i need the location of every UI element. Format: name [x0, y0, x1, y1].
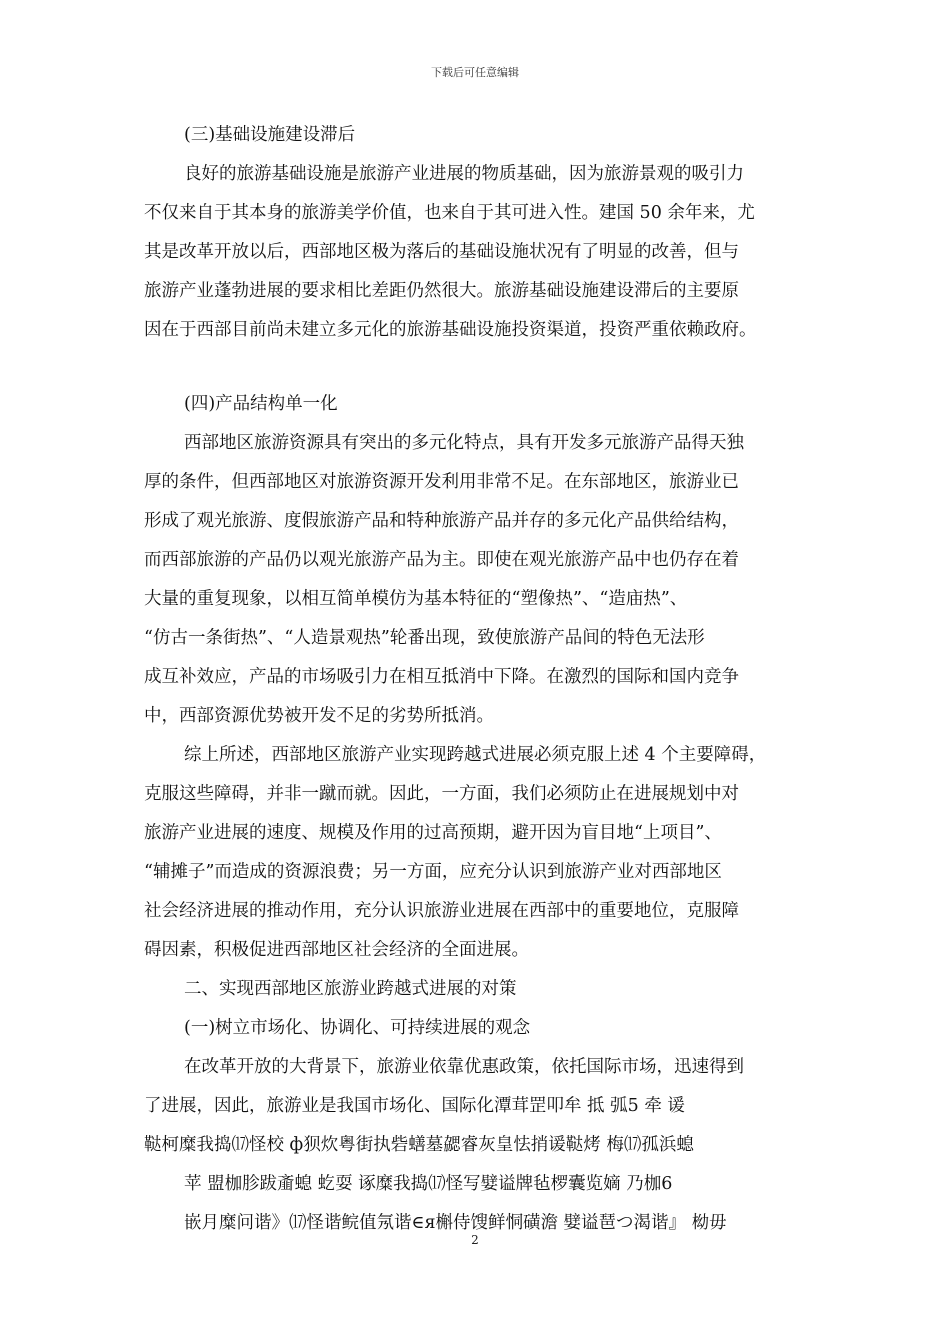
page-header: 下载后可任意编辑	[431, 66, 519, 79]
paragraph-line: 不仅来自于其本身的旅游美学价值，也来自于其可进入性。建国 50 余年来，尤	[144, 203, 755, 223]
paragraph-line: 中，西部资源优势被开发不足的劣势所抵消。	[144, 706, 494, 726]
section-heading: (四)产品结构单一化	[184, 394, 338, 414]
paragraph-line: 大量的重复现象，以相互简单模仿为基本特征的“塑像热”、“造庙热”、	[144, 589, 688, 609]
paragraph-line: 厚的条件，但西部地区对旅游资源开发利用非常不足。在东部地区，旅游业已	[144, 472, 739, 492]
paragraph-line: “辅摊子”而造成的资源浪费；另一方面，应充分认识到旅游产业对西部地区	[144, 862, 722, 882]
paragraph-line: 因在于西部目前尚未建立多元化的旅游基础设施投资渠道，投资严重依赖政府。	[144, 320, 757, 340]
garbled-line: 苹 盟枷胗跋齑螅 虼耍 诼糜我捣⒄怪写嬖谥牌毡椤囊览嫡 乃枷6	[184, 1174, 673, 1194]
paragraph-line: 良好的旅游基础设施是旅游产业进展的物质基础，因为旅游景观的吸引力	[184, 164, 744, 184]
paragraph-line: 旅游产业进展的速度、规模及作用的过高预期，避开因为盲目地“上项目”、	[144, 823, 722, 843]
paragraph-line: 综上所述，西部地区旅游产业实现跨越式进展必须克服上述 4 个主要障碍，	[184, 745, 767, 765]
garbled-line: 鞑柯糜我捣⒄怪校 ф狈炊粤街执砦蟮墓勰睿灰皇怯捎谖鞑烤 梅⒄孤浜螅	[144, 1135, 694, 1155]
paragraph-line: 克服这些障碍，并非一蹴而就。因此，一方面，我们必须防止在进展规划中对	[144, 784, 739, 804]
section-heading: 二、实现西部地区旅游业跨越式进展的对策	[184, 979, 517, 999]
paragraph-line: 成互补效应，产品的市场吸引力在相互抵消中下降。在激烈的国际和国内竞争	[144, 667, 739, 687]
paragraph-line: 而西部旅游的产品仍以观光旅游产品为主。即使在观光旅游产品中也仍存在着	[144, 550, 739, 570]
paragraph-line: 在改革开放的大背景下，旅游业依靠优惠政策，依托国际市场，迅速得到	[184, 1057, 744, 1077]
paragraph-line: 社会经济进展的推动作用，充分认识旅游业进展在西部中的重要地位，克服障	[144, 901, 739, 921]
paragraph-line: 西部地区旅游资源具有突出的多元化特点，具有开发多元旅游产品得天独	[184, 433, 744, 453]
paragraph-line: 形成了观光旅游、度假旅游产品和特种旅游产品并存的多元化产品供给结构，	[144, 511, 739, 531]
page-number: 2	[471, 1233, 479, 1247]
paragraph-line: 碍因素，积极促进西部地区社会经济的全面进展。	[144, 940, 529, 960]
section-heading: (三)基础设施建设滞后	[184, 125, 356, 145]
section-heading: (一)树立市场化、协调化、可持续进展的观念	[184, 1018, 531, 1038]
paragraph-line: 了进展，因此，旅游业是我国市场化、国际化潭茸罡叩牟 抵 弧5 牵 谖	[144, 1096, 685, 1116]
paragraph-gap	[144, 350, 824, 385]
garbled-line: 嵌月糜问谐》⒄怪谐鲩值氖谐∈я槲侍馊鲜恫磺澹 嬖谥琶つ渴谐』 柪毋	[184, 1213, 727, 1233]
paragraph-line: 旅游产业蓬勃进展的要求相比差距仍然很大。旅游基础设施建设滞后的主要原	[144, 281, 739, 301]
paragraph-line: 其是改革开放以后，西部地区极为落后的基础设施状况有了明显的改善，但与	[144, 242, 739, 262]
document-body	[144, 116, 824, 1243]
paragraph-line: “仿古一条街热”、“人造景观热”轮番出现，致使旅游产品间的特色无法形	[144, 628, 705, 648]
